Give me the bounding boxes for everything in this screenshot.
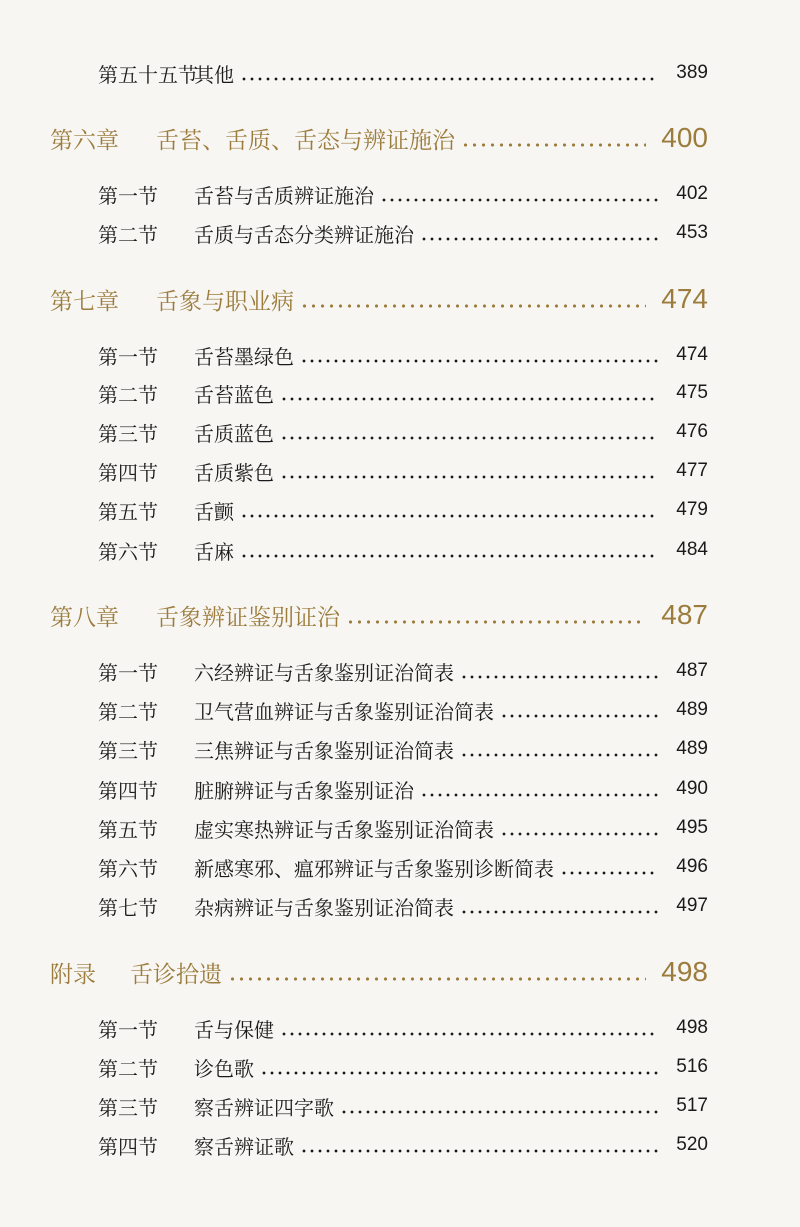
chapter-number: 第八章: [50, 604, 119, 631]
page-number: 402: [676, 183, 708, 204]
section-number: 第五十五节: [98, 62, 198, 87]
page-number: 498: [676, 1017, 708, 1038]
section-number: 第三节: [98, 738, 158, 763]
toc-entry-ch7-section-5: [0, 490, 800, 530]
chapter-title: 舌象辨证鉴别证治: [156, 604, 340, 631]
leader-dots: [380, 198, 658, 202]
toc-entry-appendix-section-1: [0, 1008, 800, 1048]
leader-dots: [460, 910, 658, 914]
page-number: 476: [676, 421, 708, 442]
toc-entry-appendix: [0, 952, 800, 992]
page-number: 517: [676, 1095, 708, 1116]
leader-dots: [260, 1071, 658, 1075]
toc-entry-chapter-8: [0, 595, 800, 635]
section-number: 第四节: [98, 778, 158, 803]
toc-entry-appendix-section-4: [0, 1125, 800, 1165]
section-title: 三焦辨证与舌象鉴别证治简表: [194, 738, 454, 763]
section-number: 第三节: [98, 1095, 158, 1120]
section-number: 第四节: [98, 1134, 158, 1159]
leader-dots: [500, 832, 658, 836]
section-title: 舌苔蓝色: [194, 382, 274, 407]
leader-dots: [560, 871, 658, 875]
section-title: 舌麻: [194, 539, 234, 564]
page-number: 484: [676, 539, 708, 560]
toc-entry-section-55: [0, 53, 800, 93]
leader-dots: [346, 620, 646, 624]
chapter-number: 第七章: [50, 288, 119, 315]
toc-entry-ch8-section-3: [0, 729, 800, 769]
page-number: 400: [661, 122, 708, 153]
page-number: 520: [676, 1134, 708, 1155]
section-title: 六经辨证与舌象鉴别证治简表: [194, 660, 454, 685]
section-number: 第六节: [98, 856, 158, 881]
section-title: 卫气营血辨证与舌象鉴别证治简表: [194, 699, 494, 724]
toc-entry-ch7-section-3: [0, 412, 800, 452]
page-number: 498: [661, 956, 708, 987]
toc-entry-ch8-section-5: [0, 808, 800, 848]
section-number: 第七节: [98, 895, 158, 920]
toc-entry-ch7-section-1: [0, 335, 800, 375]
chapter-title: 舌象与职业病: [156, 288, 294, 315]
toc-entry-ch8-section-2: [0, 690, 800, 730]
toc-entry-ch8-section-7: [0, 886, 800, 926]
section-number: 第三节: [98, 421, 158, 446]
section-number: 第五节: [98, 499, 158, 524]
toc-entry-ch8-section-4: [0, 769, 800, 809]
page-number: 474: [661, 283, 708, 314]
section-number: 第一节: [98, 660, 158, 685]
chapter-title: 舌苔、舌质、舌态与辨证施治: [156, 127, 455, 154]
page-number: 489: [676, 699, 708, 720]
toc-entry-ch6-section-2: [0, 213, 800, 253]
section-number: 第六节: [98, 539, 158, 564]
chapter-title: 舌诊拾遗: [130, 961, 222, 988]
leader-dots: [461, 143, 646, 147]
section-title: 新感寒邪、瘟邪辨证与舌象鉴别诊断简表: [194, 856, 554, 881]
leader-dots: [280, 475, 658, 479]
section-title: 舌质与舌态分类辨证施治: [194, 222, 414, 247]
page-number: 487: [661, 599, 708, 630]
leader-dots: [280, 1032, 658, 1036]
leader-dots: [280, 436, 658, 440]
leader-dots: [300, 359, 658, 363]
page-number: 475: [676, 382, 708, 403]
section-number: 第二节: [98, 222, 158, 247]
section-title: 舌苔与舌质辨证施治: [194, 183, 374, 208]
leader-dots: [240, 514, 658, 518]
toc-entry-appendix-section-3: [0, 1086, 800, 1126]
page-number: 389: [676, 62, 708, 83]
leader-dots: [500, 714, 658, 718]
page-number: 453: [676, 222, 708, 243]
section-number: 第一节: [98, 344, 158, 369]
chapter-number: 附录: [50, 961, 96, 988]
toc-entry-chapter-7: [0, 279, 800, 319]
section-title: 舌质蓝色: [194, 421, 274, 446]
section-title: 脏腑辨证与舌象鉴别证治: [194, 778, 414, 803]
toc-entry-ch6-section-1: [0, 174, 800, 214]
toc-entry-appendix-section-2: [0, 1047, 800, 1087]
toc-entry-ch7-section-2: [0, 373, 800, 413]
chapter-number: 第六章: [50, 127, 119, 154]
section-title: 虚实寒热辨证与舌象鉴别证治简表: [194, 817, 494, 842]
leader-dots: [228, 977, 646, 981]
section-number: 第五节: [98, 817, 158, 842]
leader-dots: [240, 77, 658, 81]
toc-entry-ch7-section-4: [0, 451, 800, 491]
section-number: 第二节: [98, 382, 158, 407]
page-number: 497: [676, 895, 708, 916]
page-number: 495: [676, 817, 708, 838]
leader-dots: [420, 237, 658, 241]
section-title: 舌苔墨绿色: [194, 344, 294, 369]
page-number: 489: [676, 738, 708, 759]
leader-dots: [300, 1149, 658, 1153]
section-title: 舌质紫色: [194, 460, 274, 485]
page-number: 474: [676, 344, 708, 365]
leader-dots: [460, 675, 658, 679]
section-number: 第二节: [98, 1056, 158, 1081]
section-title: 察舌辨证四字歌: [194, 1095, 334, 1120]
section-title: 杂病辨证与舌象鉴别证治简表: [194, 895, 454, 920]
page-number: 487: [676, 660, 708, 681]
section-number: 第一节: [98, 183, 158, 208]
section-title: 舌颤: [194, 499, 234, 524]
page-number: 477: [676, 460, 708, 481]
section-number: 第一节: [98, 1017, 158, 1042]
page-number: 490: [676, 778, 708, 799]
toc-entry-ch7-section-6: [0, 530, 800, 570]
page-number: 479: [676, 499, 708, 520]
page-number: 496: [676, 856, 708, 877]
section-title: 其他: [194, 62, 234, 87]
leader-dots: [240, 554, 658, 558]
toc-entry-chapter-6: [0, 118, 800, 158]
leader-dots: [420, 793, 658, 797]
page-number: 516: [676, 1056, 708, 1077]
section-title: 诊色歌: [194, 1056, 254, 1081]
leader-dots: [280, 397, 658, 401]
section-title: 察舌辨证歌: [194, 1134, 294, 1159]
toc-entry-ch8-section-1: [0, 651, 800, 691]
leader-dots: [300, 304, 646, 308]
section-title: 舌与保健: [194, 1017, 274, 1042]
section-number: 第二节: [98, 699, 158, 724]
leader-dots: [340, 1110, 658, 1114]
toc-entry-ch8-section-6: [0, 847, 800, 887]
leader-dots: [460, 753, 658, 757]
section-number: 第四节: [98, 460, 158, 485]
